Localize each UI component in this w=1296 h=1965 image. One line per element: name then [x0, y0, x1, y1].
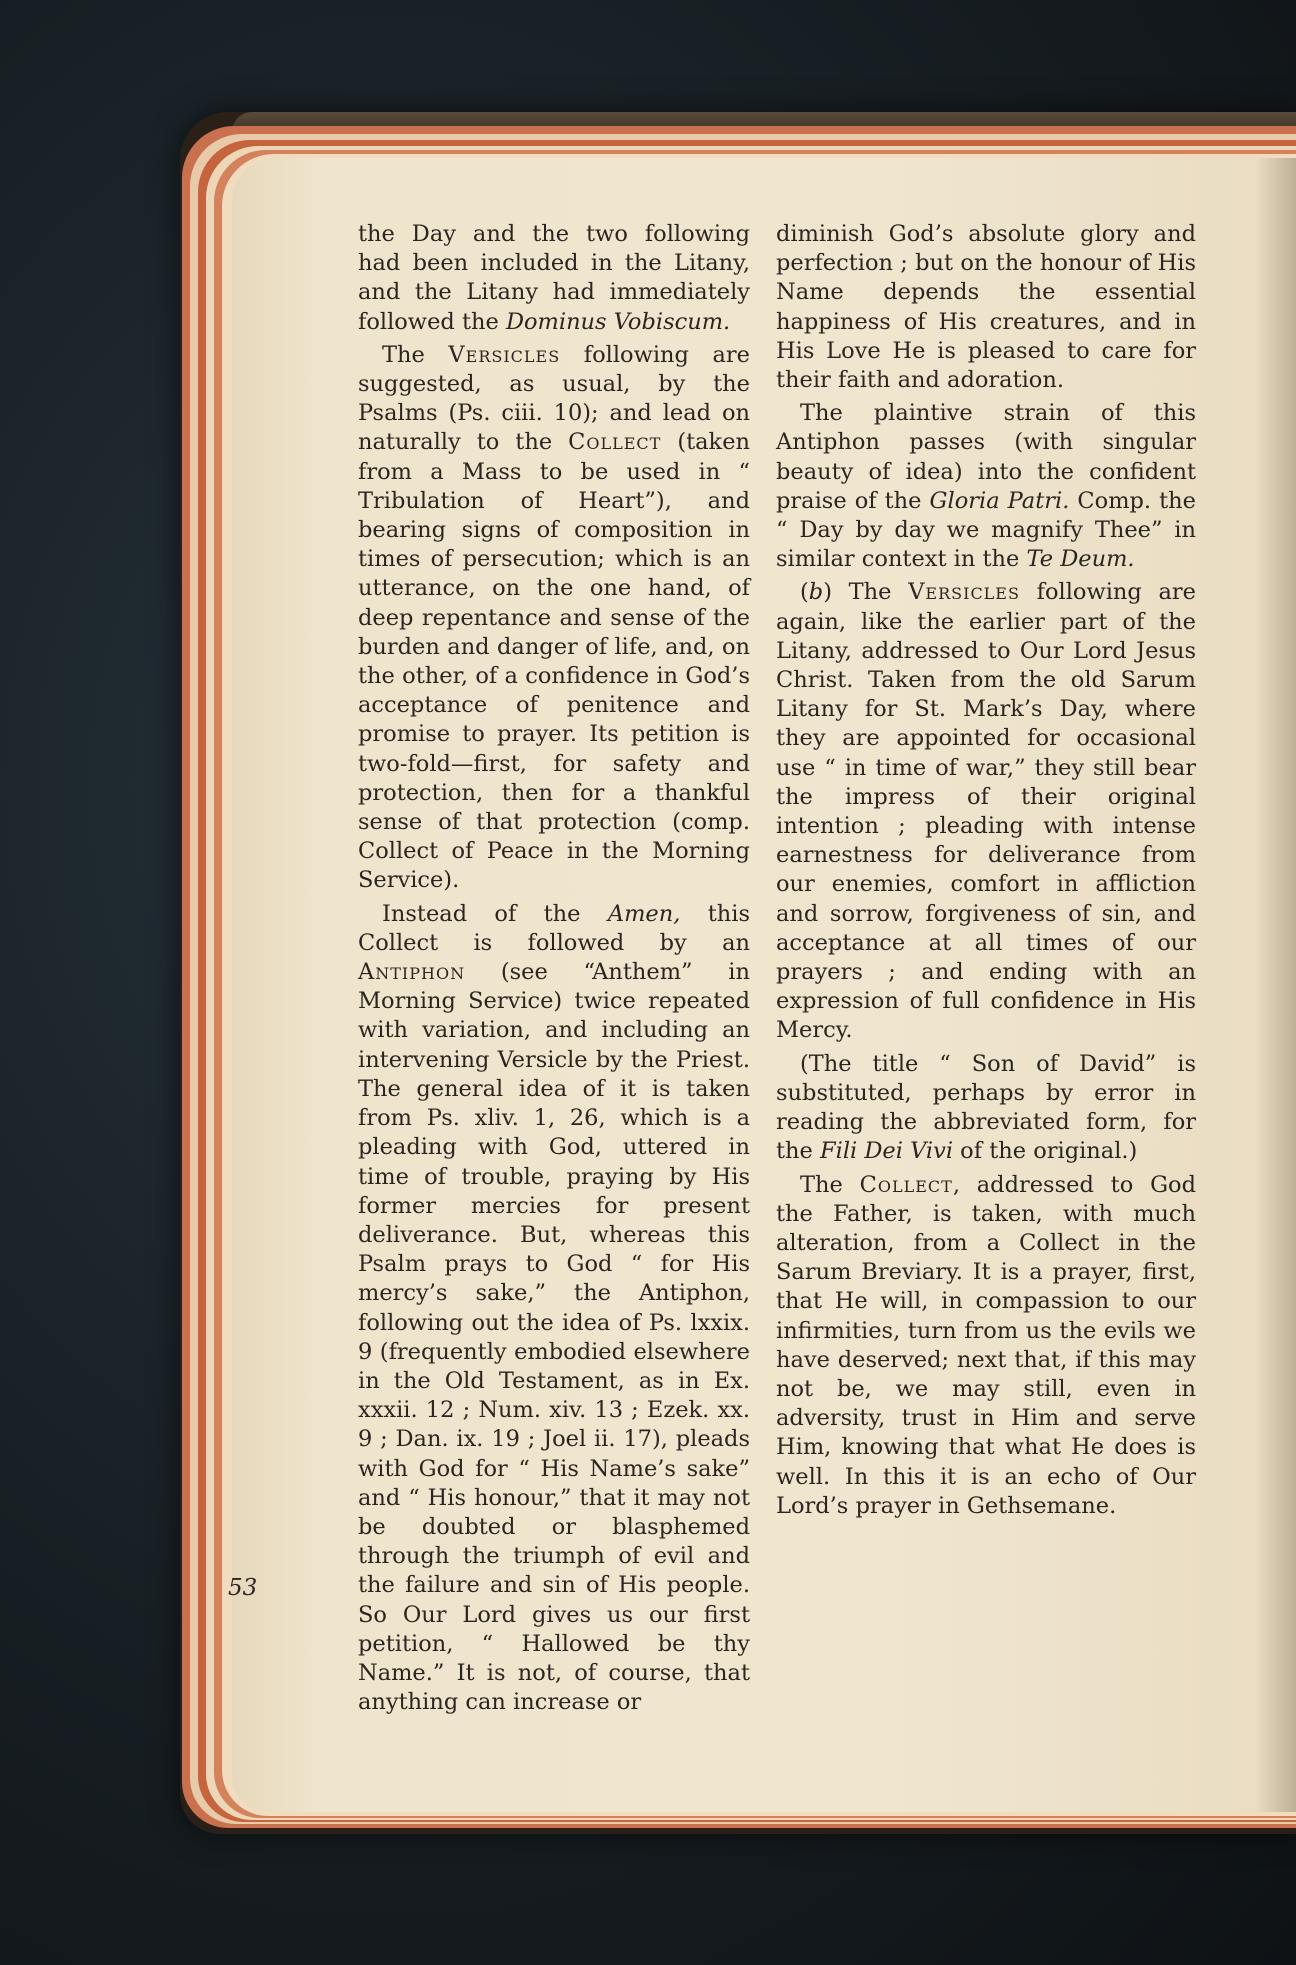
text-run: Comp. the “ Day by day we magnify Thee” in similar context in the [776, 487, 1196, 573]
text-run: diminish God’s absolute glory and perfection ; but on the honour of His Name depends the essential happiness of His creatures, and in His Love He is pleased to care for their faith and adoration. [776, 221, 1196, 394]
small-caps-text: Versicles [908, 579, 1020, 606]
paragraph [776, 399, 1196, 574]
text-run: The [382, 341, 449, 368]
italic-text: Amen, [607, 900, 681, 927]
book-page [232, 158, 1296, 1812]
italic-text: b [808, 579, 824, 606]
text-run: the Day and the two following had been included in the Litany, and the Litany had immediately followed the [358, 221, 750, 335]
small-caps-text: Collect [859, 1171, 953, 1198]
text-run: this Collect is followed by an [358, 900, 751, 956]
paragraph [776, 220, 1196, 395]
italic-text: Fili Dei Vivi [820, 1138, 954, 1165]
small-caps-text: Antiphon [358, 959, 466, 986]
italic-text: Dominus Vobiscum. [505, 308, 731, 335]
right-text-column [776, 220, 1196, 1521]
small-caps-text: Versicles [448, 341, 561, 368]
text-run: following are suggested, as usual, by the Psalms (Ps. ciii. 10); and lead on naturally to the [358, 341, 750, 456]
text-run: Instead of the [382, 900, 608, 927]
text-run: following are again, like the earlier part of the Litany, addressed to Our Lord Jesus Christ. Taken from the old Sarum Litany for St. Mark’s Day, where they are appointed for occasional use “ in time of war,” they still bear the impress of their original intention ; pleading with intense earnestness for deliverance from our enemies, comfort in affliction and sorrow, forgiveness of sin, and acceptance at all times of our prayers ; and ending with an expression of full confidence in His Mercy. [776, 579, 1196, 1044]
italic-text: Gloria Patri. [929, 487, 1070, 514]
spine-shadow [1256, 158, 1296, 1812]
paragraph [358, 900, 750, 1718]
paragraph [358, 341, 750, 896]
text-run: ) The [823, 579, 909, 606]
text-run: The plaintive strain of this Antiphon passes (with singular beauty of idea) into the confident praise of the [776, 400, 1196, 514]
text-run: , addressed to God the Father, is taken, with much alteration, from a Collect in the Sarum Breviary. It is a prayer, first, that He will, in compassion to our infirmities, turn from us the evils we have deserved; next that, if this may not be, we may still, even in adversity, trust in Him and serve Him, knowing that what He does is well. In this it is an echo of Our Lord’s prayer in Gethsemane. [776, 1171, 1196, 1519]
paragraph [776, 578, 1196, 1045]
paragraph [358, 220, 750, 337]
paragraph [776, 1171, 1196, 1521]
text-run: The [800, 1171, 860, 1198]
text-run: (taken from a Mass to be used in “ Tribulation of Heart”), and bearing signs of composition in times of persecution; which is an utterance, on the one hand, of deep repentance and sense of the burden and danger of life, and, on the other, of a confidence in God’s acceptance of penitence and promise to prayer. Its petition is two-fold—first, for safety and protection, then for a thankful sense of that protection (comp. Collect of Peace in the Morning Service). [358, 429, 750, 894]
page-number: 53 [228, 1575, 258, 1601]
left-text-column [358, 220, 750, 1717]
text-run: of the original.) [953, 1138, 1138, 1165]
text-run: ( [800, 579, 809, 606]
paragraph [776, 1050, 1196, 1167]
text-run: (The title “ Son of David” is substituted, perhaps by error in reading the abbreviated form, for the [776, 1050, 1196, 1165]
italic-text: Te Deum. [1026, 546, 1135, 573]
small-caps-text: Collect [568, 429, 662, 456]
text-run: (see “Anthem” in Morning Service) twice repeated with variation, and including an intervening Versicle by the Priest. The general idea of it is taken from Ps. xliv. 1, 26, which is a pleading with God, uttered in time of trouble, praying by His former mercies for present deliverance. But, whereas this Psalm prays to God “ for His mercy’s sake,” the Antiphon, following out the idea of Ps. lxxix. 9 (frequently embodied elsewhere in the Old Testament, as in Ex. xxxii. 12 ; Num. xiv. 13 ; Ezek. xx. 9 ; Dan. ix. 19 ; Joel ii. 17), pleads with God for “ His Name’s sake” and “ His honour,” that it may not be doubted or blasphemed through the triumph of evil and the failure and sin of His people. So Our Lord gives us our first petition, “ Hallowed be thy Name.” It is not, of course, that anything can increase or [358, 959, 750, 1716]
